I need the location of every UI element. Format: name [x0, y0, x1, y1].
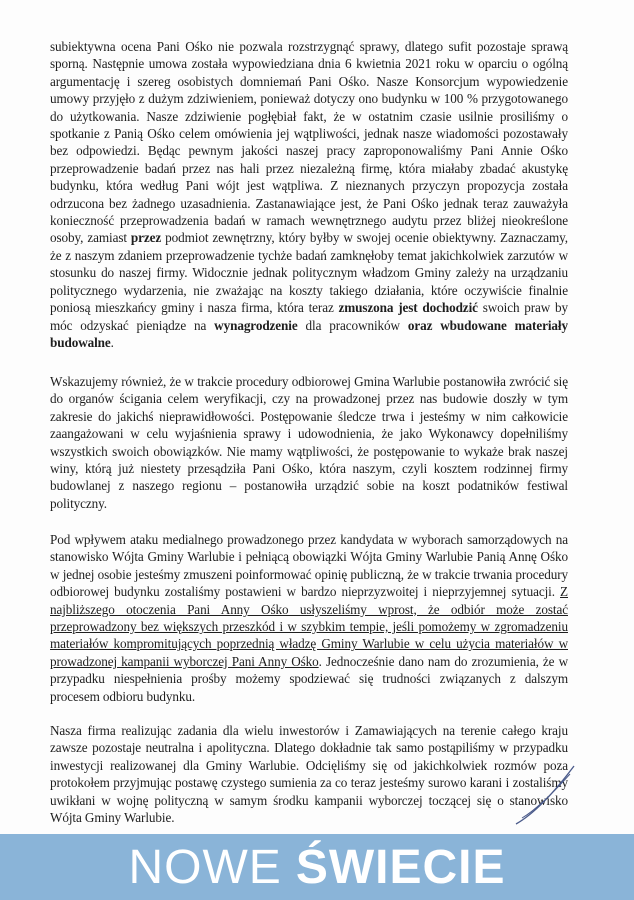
paragraph-1-text-g: dla pracowników	[297, 317, 408, 333]
paragraph-1-text-e: swoich praw by móc odzyskać pieniądze na	[50, 300, 569, 333]
logo-word-nowe: NOWE	[128, 840, 282, 894]
paragraph-4: Nasza firma realizując zadania dla wielu inwestorów i Zamawiających na terenie całego kraju zawsze pozostaje neutralna i apolityczna. Dlatego dokładnie tak samo postąpiliśmy w przypadku inwestycji realizowanej dla Gminy Warlubie. Odcięliśmy się od jakichkolwiek rozmów poza protokołem przyjmując postawę czystego sumienia za co teraz jesteśmy surowo karani i zostaliśmy uwikłani w wojnę polityczną w samym środku kampanii wyborczej toczącej się o stanowisko Wójta Gminy Warlubie.	[50, 723, 568, 826]
paragraph-1-emphasis-przez: przez	[130, 230, 162, 246]
paragraph-3	[50, 531, 568, 705]
paragraph-1-text-a: subiektywna ocena Pani Ośko nie pozwala rozstrzygnąć sprawy, dlatego sufit pozostaje sprawą sporną. Następnie umowa została wypowiedziana dnia 6 kwietnia 2021 roku w oparciu o ogólną argumentację i szereg osobistych domniemań Pani Ośko. Nasze Konsorcjum wypowiedzenie umowy przyjęło z dużym zdziwieniem, ponieważ dotyczy ono budynku w 100 % przygotowanego do użytkowania. Nasze zdziwienie pogłębiał fakt, że w ostatnim czasie usilnie prosiliśmy o spotkanie z Panią Ośko celem omówienia jej wątpliwości, jednak nasze wiadomości pozostawały bez odpowiedzi. Będąc pewnym jakości naszej pracy zaproponowaliśmy Pani Annie Ośko przeprowadzenie badań przez nas hali przez niezależną firmę, która miałaby zbadać akustykę budynku, która według Pani wójt jest wątpliwa. Z nieznanych przyczyn propozycja została odrzucona bez żadnego uzasadnienia. Zastanawiające jest, że Pani Ośko jednak teraz zauważyła konieczność przeprowadzenia badań w ramach wewnętrznego audytu przez bliżej nieokreślone osoby, zamiast	[50, 39, 568, 246]
paragraph-3-text-a: Pod wpływem ataku medialnego prowadzonego przez kandydata w wyborach samorządowych na stanowisko Wójta Gminy Warlubie i pełniącą obowiązki Wójta Gminy Warlubie Panią Annę Ośko w jednej osobie jesteśmy zmuszeni poinformować opinię publiczną, że w trakcie trwania procedury odbiorowej budynku zostaliśmy postawieni w bardzo nieprzyzwoitej i nieprzyjemnej sytuacji.	[50, 532, 568, 600]
paragraph-1-text-c: podmiot zewnętrzny, który byłby w swojej ocenie obiektywny. Zaznaczamy, że z naszym zdaniem przeprowadzenie tychże badań zamknęłoby temat jakichkolwiek zarzutów w stosunku do naszej firmy. Widocznie jednak politycznym władzom Gminy zależy na urządzaniu politycznego wydarzenia, nie zważając na koszty takiego działania, które oczywiście finalnie poniosą mieszkańcy gminy i nasza firma, która teraz	[50, 230, 568, 316]
paragraph-1-emphasis-materialy: oraz wbudowane materiały budowalne	[50, 317, 568, 350]
paragraph-3-text-c: . Jednocześnie dano nam do zrozumienia, że w przypadku niespełnienia prośby możemy spodziewać się trudności związanych z dalszym procesem odbioru budynku.	[50, 653, 568, 704]
paragraph-1	[50, 38, 568, 351]
paragraph-1-text-i: .	[110, 334, 114, 350]
paragraph-1-emphasis-wynagrodzenie: wynagrodzenie	[214, 317, 298, 333]
paragraph-1-emphasis-zmuszona: zmuszona jest dochodzić	[338, 300, 478, 316]
paragraph-3-underlined-quote: Z najbliższego otoczenia Pani Anny Ośko usłyszeliśmy wprost, że odbiór może zostać przeprowadzony bez większych przeszkód i w szybkim tempie, jeśli pomożemy w zgromadzeniu materiałów kompromitujących poprzednią władzę Gminy Warlubie w celu użycia materiałów w prowadzonej kampanii wyborczej Pani Anny Ośko	[50, 584, 568, 669]
signature-mark	[512, 760, 582, 830]
site-logo-banner	[0, 834, 634, 900]
logo-word-swiecie: ŚWIECIE	[295, 840, 506, 894]
paragraph-2: Wskazujemy również, że w trakcie procedury odbiorowej Gmina Warlubie postanowiła zwrócić się do organów ścigania celem weryfikacji, czy na prowadzonej przez nas budowie doszły w tym zakresie do jakichś nieprawidłowości. Postępowanie śledcze trwa i jesteśmy w nim całkowicie zaangażowani w celu wyjaśnienia sprawy i udowodnienia, że jako Wykonawcy dopełniliśmy wszystkich swoich obowiązków. Nie mamy wątpliwości, że postępowanie to wykaże brak naszej winy, którą już niestety przesądziła Pani Ośko, która naszym, czyli kosztem rodzinnej firmy budowlanej z naszego regionu – postanowiła urządzić sobie na koszt podatników festiwal polityczny.	[50, 374, 568, 511]
